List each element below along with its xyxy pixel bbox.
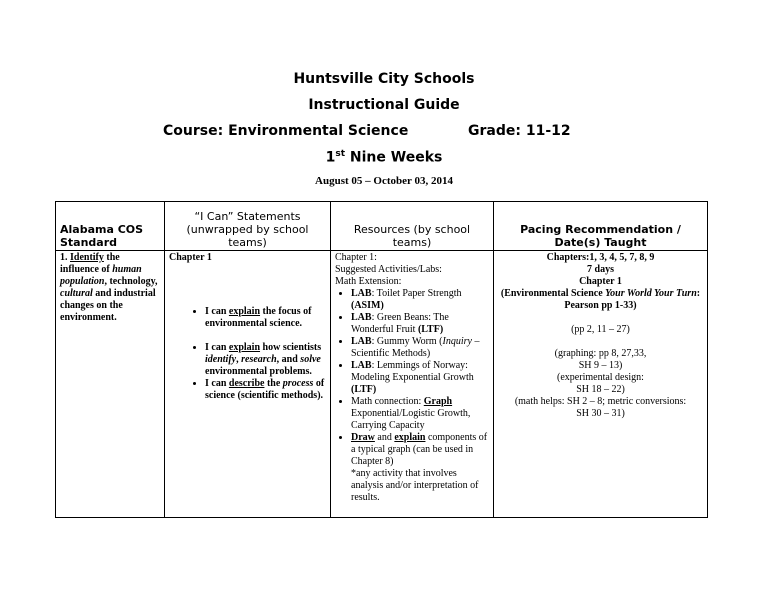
col-header-ican: “I Can” Statements (unwrapped by school teams) — [165, 202, 331, 251]
grade-label: Grade: 11-12 — [468, 123, 571, 139]
pacing-days: 7 days — [587, 264, 614, 275]
resource-item: • LAB: Lemmings of Norway: Modeling Exponential Growth (LTF) — [351, 360, 489, 396]
instructional-table — [55, 201, 708, 518]
guide-title: Instructional Guide — [308, 97, 460, 113]
pacing-math-helps: (math helps: SH 2 – 8; metric conversions: SH 30 – 31) — [514, 396, 687, 419]
table-row — [56, 251, 708, 518]
resource-item: • Math connection: Graph Exponential/Logistic Growth, Carrying Capacity — [351, 396, 489, 432]
date-range: August 05 – October 03, 2014 — [315, 175, 453, 187]
pacing-textbook: (Environmental Science Your World Your Turn: Pearson pp 1-33) — [500, 288, 701, 311]
pacing-graphing: (graphing: pp 8, 27,33, SH 9 – 13) — [554, 348, 647, 371]
standard-cell: 1. Identify the influence of human population, technology, cultural and industrial changes on the environment. — [56, 251, 165, 518]
pacing-chapters: Chapters:1, 3, 4, 5, 7, 8, 9 — [546, 252, 655, 263]
col-header-resources: Resources (by school teams) — [331, 202, 494, 251]
resources-math-extension: Math Extension: — [335, 276, 402, 287]
table-header-row — [56, 202, 708, 251]
resources-chapter: Chapter 1: — [335, 252, 377, 263]
resource-item: • Draw and explain components of a typical graph (can be used in Chapter 8) *any activity that involves analysis and/or interpretation of results. — [351, 432, 489, 504]
nine-weeks-title: 1st Nine Weeks — [325, 149, 443, 166]
ican-item: • I can explain the focus of environmental science. — [205, 306, 326, 330]
pacing-chapter: Chapter 1 — [579, 276, 622, 287]
resource-item: • LAB: Green Beans: The Wonderful Fruit (LTF) — [351, 312, 489, 336]
resource-item: • LAB: Gummy Worm (Inquiry – Scientific Methods) — [351, 336, 489, 360]
ican-cell — [165, 251, 331, 518]
resources-cell — [331, 251, 494, 518]
resources-suggested: Suggested Activities/Labs: — [335, 264, 442, 275]
ican-item: • I can explain how scientists identify, research, and solve environmental problems. — [205, 342, 326, 378]
pacing-pages: (pp 2, 11 – 27) — [571, 324, 630, 335]
district-title: Huntsville City Schools — [293, 71, 475, 87]
course-label: Course: Environmental Science — [163, 123, 409, 139]
pacing-experimental: (experimental design: SH 18 – 22) — [557, 372, 644, 395]
col-header-pacing: Pacing Recommendation / Date(s) Taught — [494, 202, 708, 251]
ican-chapter: Chapter 1 — [169, 252, 212, 263]
col-header-standard: Alabama COS Standard — [56, 202, 165, 251]
pacing-cell — [494, 251, 708, 518]
resource-item: • LAB: Toilet Paper Strength (ASIM) — [351, 288, 489, 312]
ican-item: • I can describe the process of science (scientific methods). — [205, 378, 326, 402]
